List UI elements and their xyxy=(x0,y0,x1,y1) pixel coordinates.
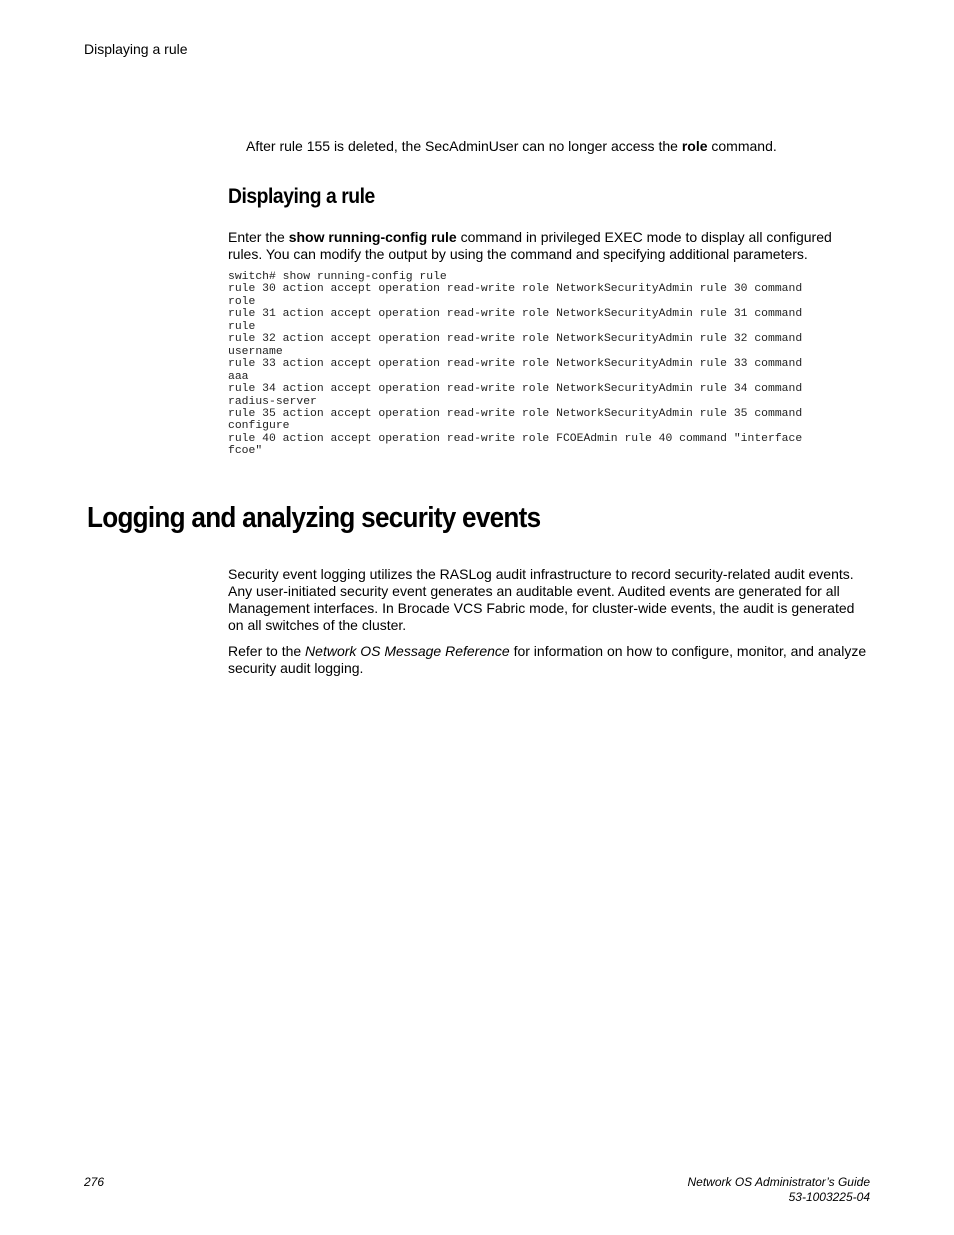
section-heading-logging: Logging and analyzing security events xyxy=(87,502,541,534)
running-header: Displaying a rule xyxy=(84,41,188,57)
page-number: 276 xyxy=(84,1175,105,1189)
intro-command-role: role xyxy=(681,138,708,154)
intro-text-after: command. xyxy=(707,138,777,154)
guide-title: Network OS Administrator’s Guide xyxy=(687,1175,870,1189)
section-heading-displaying-rule: Displaying a rule xyxy=(228,185,375,208)
intro-paragraph xyxy=(246,138,866,155)
displaying-rule-text-before: Enter the xyxy=(228,229,289,245)
displaying-rule-command: show running-config rule xyxy=(288,229,457,245)
intro-text-before: After rule 155 is deleted, the SecAdminUser can no longer access the xyxy=(246,138,682,154)
logging-paragraph-2 xyxy=(228,643,868,677)
displaying-rule-paragraph xyxy=(228,229,868,263)
logging-p2-text-before: Refer to the xyxy=(228,643,306,659)
logging-p2-text-after: for information on how to configure, monitor, and analyze security audit logging. xyxy=(228,643,867,676)
footer-doc-info xyxy=(687,1175,870,1205)
code-example: switch# show running-config rule rule 30 action accept operation read-write role NetworkSecurityAdmin rule 30 command role rule 31 action accept operation read-write role NetworkSecurityAdmin rule 31 command rule rule 32 action accept operation read-write role NetworkSecurityAdmin rule 32 command username rule 33 action accept operation read-write role NetworkSecurityAdmin rule 33 command aaa rule 34 action accept operation read-write role NetworkSecurityAdmin rule 34 command radius-server rule 35 action accept operation read-write role NetworkSecurityAdmin rule 35 command configure rule 40 action accept operation read-write role FCOEAdmin rule 40 command "interface fcoe" xyxy=(228,271,803,458)
doc-number: 53-1003225-04 xyxy=(788,1190,870,1204)
displaying-rule-text-after: command in privileged EXEC mode to display all configured rules. You can modify the output by using the command and specifying additional parameters. xyxy=(228,229,832,262)
message-reference-title: Network OS Message Reference xyxy=(305,643,510,659)
logging-paragraph-1: Security event logging utilizes the RASLog audit infrastructure to record security-related audit events. Any user-initiated security event generates an auditable event. Audited events are generated for all Management interfaces. In Brocade VCS Fabric mode, for cluster-wide events, the audit is generated on all switches of the cluster. xyxy=(228,566,855,633)
